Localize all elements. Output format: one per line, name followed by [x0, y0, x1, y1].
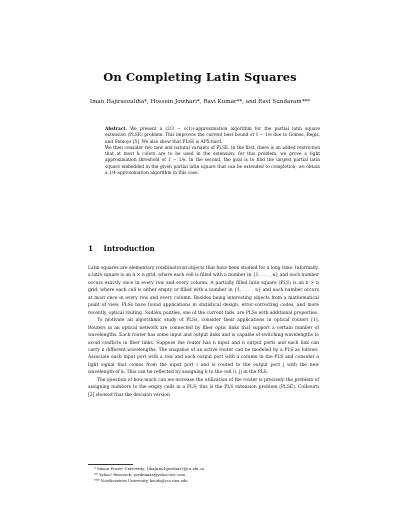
- footnote-text: Northeastern University, koods@ccs.neu.edu: [100, 478, 188, 483]
- abstract-text-1: We present a (2/3 − o(1))-approximation algorithm for the partial latin square extension (PLSE) problem. This improves the current best bound of 1 − 1/e due to Gomes, Regis, and Shmoys [5]. We also show that PLSE is APX-hard.: [105, 127, 321, 145]
- abstract: [105, 127, 320, 177]
- footnote-mark: *: [94, 466, 96, 471]
- section-heading: [88, 244, 155, 253]
- body-paragraph-1: Latin squares are elementary combinatorial objects that have been studied for a long time. Informally, a latin square is an n × n grid, where each cell is filled with a number in {1, . . . , n} and each number occurs exactly once in every row and every column. A partially filled latin square (PLS) is an n × n grid, where each cell is either empty or filled with a number in {1, . . . , n} and each number occurs at most once in every row and every column. Besides being interesting objects from a mathematical point of view, PLSs have found applications in statistical design, error-correcting codes, and more recently, optical routing. Sudoku puzzles, one of the current fads, are PLSs with additional properties.: [88, 266, 319, 316]
- footnote-3: [88, 478, 328, 484]
- abstract-paragraph-1: [105, 127, 320, 146]
- footnote-rule: [88, 464, 133, 465]
- section-title: Introduction: [103, 244, 155, 253]
- footnotes: [88, 466, 328, 484]
- footnote-text: Simon Fraser University, {ihajiras,hjowhari}@cs.sfu.ca: [97, 466, 204, 471]
- footnote-text: Yahoo! Research, ravikumar@yahoo-inc.com: [99, 472, 185, 477]
- body-text: [88, 265, 319, 399]
- abstract-paragraph-2: We then consider two new and natural variants of PLSE. In the first, there is an added restriction that at most k colors are to be used in the extension; for this problem, we prove a tight approximation threshold of 1 − 1/e. In the second, the goal is to find the largest partial latin square embedded in the given partial latin square that can be extended to completion; we obtain a 1/4-approximation algorithm in this case.: [105, 145, 320, 177]
- body-paragraph-2: To motivate an algorithmic study of PLSs, consider their applications in optical routers [1]. Routers in an optical network are connected by fiber optic links that support a certain number of wavelengths. Each router has some input and output links and is capable of switching wavelengths to avoid conflicts in fiber links. Suppose the router has n input and n output ports and each link can carry n different wavelengths. The snapshot of an active router can be modeled by a PLS as follows. Associate each input port with a row and each output port with a column in the PLS and consider a light signal that comes from the input port i and is routed to the output port j with the new wavelength of k. This can be reflected by assigning k to the cell (i, j) in the PLS.: [88, 318, 319, 376]
- abstract-label: Abstract.: [105, 127, 127, 132]
- paper-title: On Completing Latin Squares: [103, 70, 297, 84]
- section-number: 1: [88, 244, 94, 253]
- body-paragraph-3: The question of how much can we increase the utilization of the router is precisely the problem of assigning numbers to the empty cells in a PLS; this is the PLS extension problem (PLSE). Colbourn [2] showed that the decision version: [88, 377, 319, 398]
- footnote-mark: **: [94, 472, 98, 477]
- footnote-mark: ***: [94, 478, 100, 483]
- author-list: Iman Hajirasouliha*, Hossein Jowhari*, Ravi Kumar**, and Ravi Sundaram***: [89, 99, 311, 105]
